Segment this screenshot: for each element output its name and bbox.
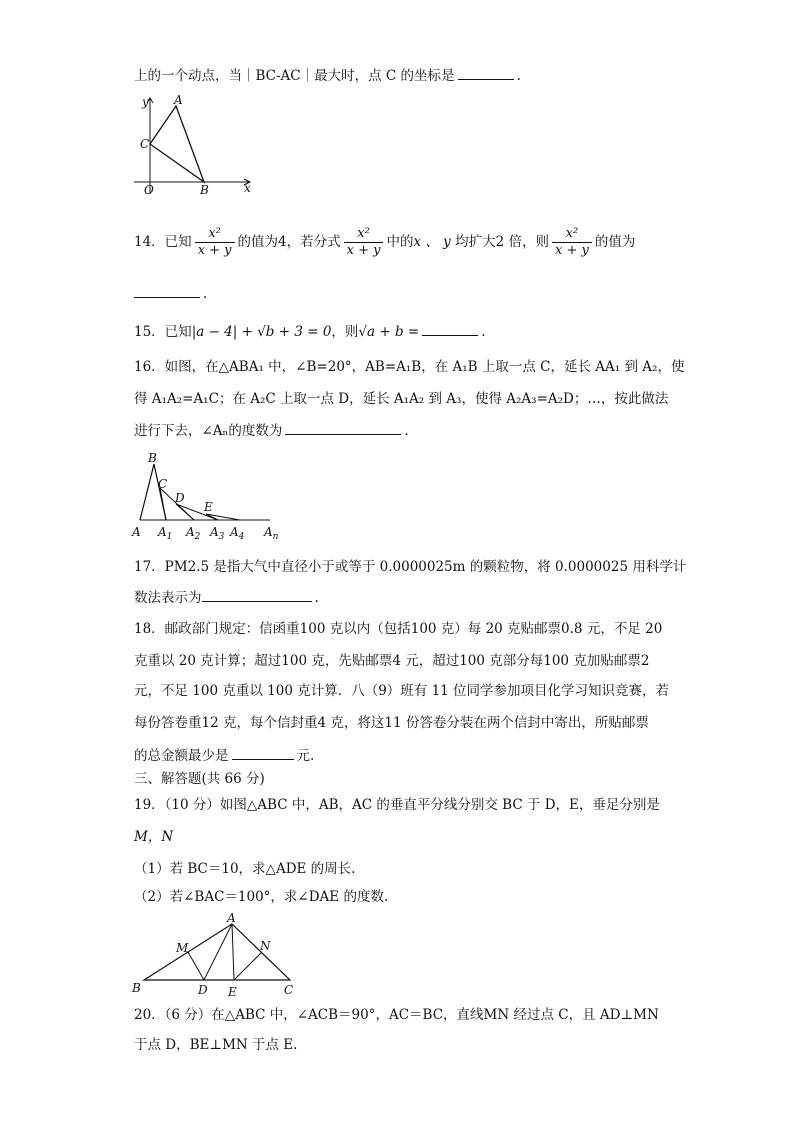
fig19-label-b: B — [132, 981, 141, 995]
q14-text-4: 的值为 — [594, 234, 636, 250]
q13-line — [134, 66, 521, 85]
q15-text: ，则 — [331, 324, 359, 340]
q15-number: 15．已知 — [134, 324, 192, 340]
q18-line-2: 克重以 20 克计算；超过100 克，先贴邮票4 元，超过100 克部分每100 克加贴邮票2 — [134, 653, 650, 669]
q18-text: 的总金额最少是 — [134, 748, 229, 764]
fig13-label-b: B — [200, 183, 209, 197]
q18-line-4: 每份答卷重12 克，每个信封重4 克，将这11 份答卷分装在两个信封中寄出，所贴邮票 — [134, 715, 649, 731]
q14-number: 14．已知 — [134, 234, 192, 250]
fig16-label-a4: $A_4$ — [230, 525, 245, 542]
q14-text-2: 中的 — [386, 234, 414, 250]
fig16-label-d: D — [175, 491, 185, 505]
fig16-label-a: A — [132, 525, 141, 539]
q16-text: 进行下去，∠Aₙ的度数为 — [134, 423, 283, 439]
q20-line-1: 20．（6 分）在△ABC 中，∠ACB＝90°，AC＝BC，直线MN 经过点 C，且 AD⊥MN — [134, 1007, 659, 1023]
fig13-label-x: x — [244, 181, 251, 195]
q18-end: 元. — [296, 748, 315, 764]
q15-expression-2: √a + b = — [358, 324, 420, 340]
q16-blank — [285, 421, 401, 435]
section-heading: 三、解答题(共 66 分) — [134, 771, 265, 787]
fig19-label-c: C — [284, 983, 294, 997]
q14-blank — [134, 284, 200, 298]
q17-line-1: 17．PM2.5 是指大气中直径小于或等于 0.0000025m 的颗粒物，将 0.0000025 用科学计 — [134, 559, 687, 575]
q15-end: . — [481, 324, 486, 340]
q14-text-3: 均扩大2 倍，则 — [455, 234, 549, 250]
fig16-triangle-figure — [128, 450, 288, 542]
q17-end: . — [314, 590, 319, 606]
q16-line-2: 得 A₁A₂=A₁C；在 A₂C 上取一点 D，延长 A₁A₂ 到 A₃，使得 A₂A₃=A₂D；…，按此做法 — [134, 391, 669, 407]
q19-line-2: M，N — [134, 829, 174, 845]
q17-line-2 — [134, 588, 319, 607]
q13-text: 上的一个动点，当｜BC-AC｜最大时，点 C 的坐标是 — [134, 68, 455, 84]
fig19-label-m: M — [176, 941, 189, 955]
q18-blank — [232, 746, 294, 760]
q14-vars: x 、 y — [413, 234, 451, 250]
fig13-coordinate-figure — [128, 92, 258, 202]
q14-text-1: 的值为4，若分式 — [237, 234, 341, 250]
q17-text: 数法表示为 — [134, 590, 202, 606]
q13-end: . — [516, 68, 521, 84]
q13-blank — [458, 66, 514, 80]
fig19-label-d: D — [198, 983, 208, 997]
q17-blank — [202, 588, 312, 602]
fig13-label-o: O — [144, 183, 154, 197]
q20-line-2: 于点 D，BE⊥MN 于点 E. — [134, 1037, 298, 1053]
fig13-label-c: C — [140, 137, 150, 151]
q14-fraction-2: $\frac{\text{x²}}{x + y}$ — [344, 226, 384, 259]
q16-line-1: 16．如图，在△ABA₁ 中，∠B=20°，AB=A₁B，在 A₁B 上取一点 C，延长 AA₁ 到 A₂，使 — [134, 359, 685, 375]
q18-line-5 — [134, 746, 314, 765]
fig16-label-a1: $A_1$ — [158, 525, 173, 542]
q14-end: . — [203, 286, 208, 302]
q14-answer-line — [134, 284, 207, 303]
fig16-label-c: C — [158, 477, 168, 491]
q15-line — [134, 322, 486, 341]
fig13-label-y: y — [142, 95, 149, 109]
q14-fraction-1: $\frac{\text{x²}}{x + y}$ — [195, 226, 235, 259]
fig16-label-b: B — [148, 451, 157, 465]
q18-line-1: 18．邮政部门规定：信函重100 克以内（包括100 克）每 20 克贴邮票0.8 元，不足 20 — [134, 621, 663, 637]
q19-part-1: （1）若 BC＝10，求△ADE 的周长. — [134, 861, 356, 877]
q16-line-3 — [134, 421, 409, 440]
fig19-label-a: A — [227, 911, 236, 925]
fig19-label-n: N — [260, 939, 271, 953]
fig19-triangle-figure — [130, 910, 300, 998]
q19-part-2: （2）若∠BAC＝100°，求∠DAE 的度数. — [134, 889, 389, 905]
q15-expression: |a − 4| + √b + 3 = 0 — [191, 324, 332, 340]
q18-line-3: 元，不足 100 克重以 100 克计算．八（9）班有 11 位同学参加项目化学习知识竞赛，若 — [134, 683, 670, 699]
q19-line-1: 19．（10 分）如图△ABC 中，AB，AC 的垂直平分线分别交 BC 于 D，E，垂足分别是 — [134, 797, 660, 813]
q16-end: . — [404, 423, 409, 439]
q15-blank — [422, 322, 478, 336]
q14-line — [134, 226, 635, 259]
fig19-label-e: E — [228, 985, 237, 998]
fig16-label-e: E — [204, 500, 213, 514]
fig16-label-a3: $A_3$ — [210, 525, 225, 542]
fig16-label-an: $A_n$ — [264, 525, 279, 542]
fig16-label-a2: $A_2$ — [186, 525, 201, 542]
q14-fraction-3: $\frac{\text{x²}}{x + y}$ — [552, 226, 592, 259]
fig13-label-a: A — [174, 93, 183, 107]
